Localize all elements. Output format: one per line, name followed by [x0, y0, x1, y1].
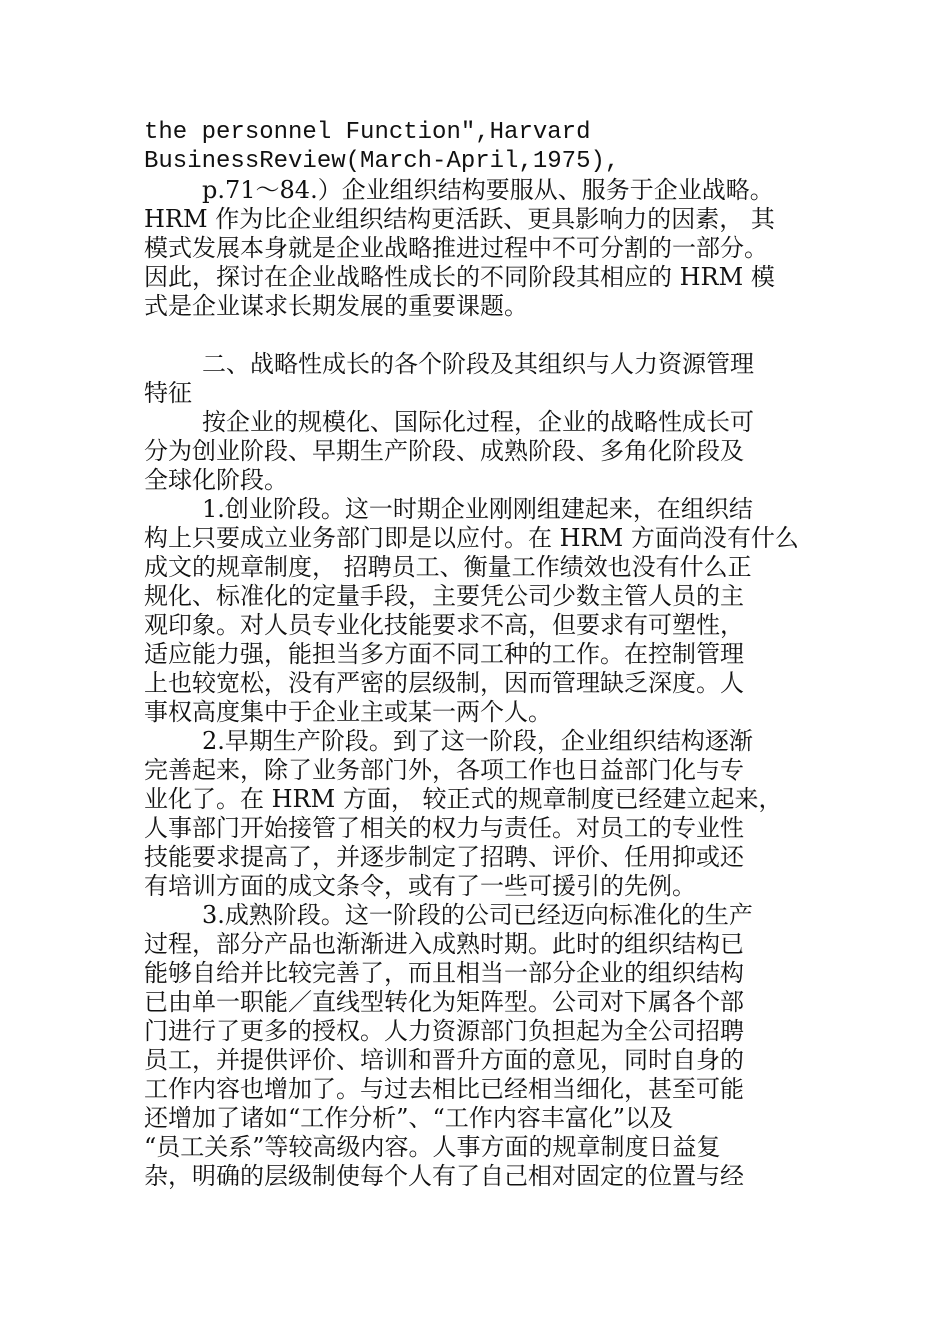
text-line: 员工，并提供评价、培训和晋升方面的意见，同时自身的	[144, 1046, 744, 1074]
text-line: 技能要求提高了，并逐步制定了招聘、评价、任用抑或还	[144, 843, 744, 871]
blank-line	[144, 321, 809, 350]
text-line: 观印象。对人员专业化技能要求不高，但要求有可塑性，	[144, 611, 744, 639]
section-heading: 二、战略性成长的各个阶段及其组织与人力资源管理	[202, 350, 754, 378]
text-line: 全球化阶段。	[144, 466, 288, 494]
text-line: 模式发展本身就是企业战略推进过程中不可分割的一部分。	[144, 234, 768, 262]
text-line: p.71～84.）企业组织结构要服从、服务于企业战略。	[202, 176, 774, 204]
text-line: 工作内容也增加了。与过去相比已经相当细化，甚至可能	[144, 1075, 744, 1103]
text-line: the personnel Function",Harvard	[144, 119, 591, 146]
text-line: “员工关系”等较高级内容。人事方面的规章制度日益复	[144, 1133, 721, 1161]
text-line: 2.早期生产阶段。到了这一阶段，企业组织结构逐渐	[202, 727, 753, 755]
document-page	[144, 118, 809, 1191]
text-line: 人事部门开始接管了相关的权力与责任。对员工的专业性	[144, 814, 744, 842]
text-line: 杂，明确的层级制使每个人有了自己相对固定的位置与经	[144, 1162, 744, 1190]
text-line: 适应能力强，能担当多方面不同工种的工作。在控制管理	[144, 640, 744, 668]
text-line: 因此，探讨在企业战略性成长的不同阶段其相应的 HRM 模	[144, 263, 775, 291]
text-line: 事权高度集中于企业主或某一两个人。	[144, 698, 552, 726]
text-line: 构上只要成立业务部门即是以应付。在 HRM 方面尚没有什么	[144, 524, 799, 552]
text-line: 上也较宽松，没有严密的层级制，因而管理缺乏深度。人	[144, 669, 744, 697]
text-line: BusinessReview(March-April,1975),	[144, 148, 620, 175]
section-heading-continued: 特征	[144, 379, 192, 407]
text-line: HRM 作为比企业组织结构更活跃、更具影响力的因素， 其	[144, 205, 775, 233]
text-line: 还增加了诸如“工作分析”、“工作内容丰富化”以及	[144, 1104, 674, 1132]
text-line: 分为创业阶段、早期生产阶段、成熟阶段、多角化阶段及	[144, 437, 744, 465]
text-line: 3.成熟阶段。这一阶段的公司已经迈向标准化的生产	[202, 901, 753, 929]
text-line: 有培训方面的成文条令，或有了一些可援引的先例。	[144, 872, 696, 900]
text-line: 1.创业阶段。这一时期企业刚刚组建起来，在组织结	[202, 495, 753, 523]
text-line: 完善起来，除了业务部门外，各项工作也日益部门化与专	[144, 756, 744, 784]
text-line: 已由单一职能／直线型转化为矩阵型。公司对下属各个部	[144, 988, 744, 1016]
text-line: 门进行了更多的授权。人力资源部门负担起为全公司招聘	[144, 1017, 744, 1045]
text-line: 成文的规章制度， 招聘员工、衡量工作绩效也没有什么正	[144, 553, 752, 581]
text-line: 式是企业谋求长期发展的重要课题。	[144, 292, 528, 320]
text-line: 规化、标准化的定量手段，主要凭公司少数主管人员的主	[144, 582, 744, 610]
text-line: 业化了。在 HRM 方面， 较正式的规章制度已经建立起来，	[144, 785, 783, 813]
text-line: 能够自给并比较完善了，而且相当一部分企业的组织结构	[144, 959, 744, 987]
text-line: 按企业的规模化、国际化过程，企业的战略性成长可	[202, 408, 754, 436]
text-line: 过程，部分产品也渐渐进入成熟时期。此时的组织结构已	[144, 930, 744, 958]
